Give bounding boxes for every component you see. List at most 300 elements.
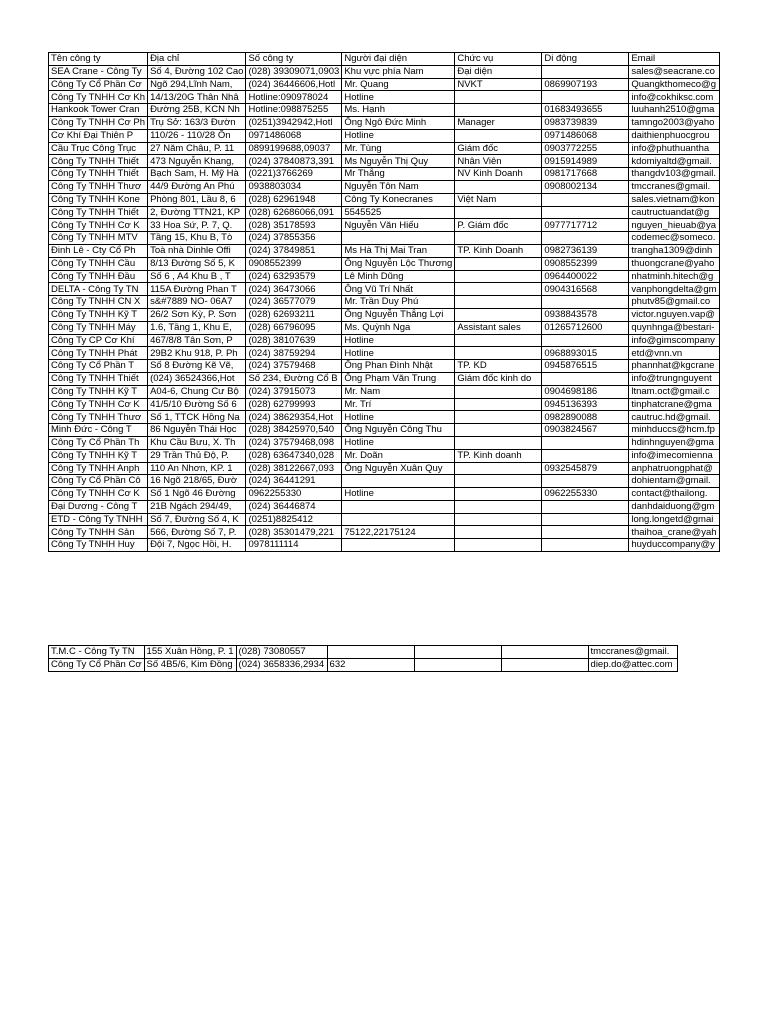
table-cell (455, 91, 542, 104)
table-cell: Hotline:098875255 (246, 104, 342, 117)
table-cell: Hotline (342, 129, 455, 142)
table-cell: NV Kinh Doanh (455, 168, 542, 181)
table-cell: 0982890088 (542, 411, 629, 424)
table-cell: 0971486068 (542, 129, 629, 142)
table-cell: 0977717712 (542, 219, 629, 232)
table-cell: 566, Đường Số 7, P. (148, 526, 246, 539)
table-cell: Số 4B5/6, Kim Đồng (144, 658, 236, 671)
table-cell: phannhat@kgcrane (629, 360, 719, 373)
table-cell: Đường 25B, KCN Nh (148, 104, 246, 117)
table-cell: Công Ty Cổ Phần Cơ (49, 78, 148, 91)
table-cell: 86 Nguyễn Thái Học (148, 424, 246, 437)
table-cell: 27 Năm Châu, P. 11 (148, 142, 246, 155)
table-cell: (028) 39309071,0903 (246, 65, 342, 78)
table-cell (455, 539, 542, 552)
table-row (49, 283, 720, 296)
table-cell: (0251)3942942,Hotl (246, 116, 342, 129)
table-cell: (028) 38122667,093 (246, 462, 342, 475)
table-cell (414, 658, 501, 671)
table-cell (342, 513, 455, 526)
table-row (49, 398, 720, 411)
table-cell: SEA Crane - Công Ty (49, 65, 148, 78)
table-cell: codemec@someco. (629, 232, 719, 245)
table-cell: (024) 36446874 (246, 500, 342, 513)
table-cell: 44/9 Đường An Phú (148, 180, 246, 193)
table-cell: quynhnga@bestari- (629, 321, 719, 334)
table-cell (542, 449, 629, 462)
table-cell: danhdaiduong@gm (629, 500, 719, 513)
table-cell: Số 6 , A4 Khu B , T (148, 270, 246, 283)
table-cell (455, 436, 542, 449)
table-cell (455, 500, 542, 513)
table-cell (542, 475, 629, 488)
table-cell: Số công ty (246, 53, 342, 66)
table-cell: (024) 36441291 (246, 475, 342, 488)
table-cell: 5545525 (342, 206, 455, 219)
table-cell: 0899199688,09037 (246, 142, 342, 155)
table-cell: Mr. Nam (342, 385, 455, 398)
table-cell: 1.6, Tầng 1, Khu E, (148, 321, 246, 334)
table-cell: 0945136393 (542, 398, 629, 411)
table-cell: 0938843578 (542, 308, 629, 321)
table-cell (542, 500, 629, 513)
table-cell: Tầng 15, Khu B, Tò (148, 232, 246, 245)
table-cell: Công Ty TNHH Cầu (49, 257, 148, 270)
table-cell: 110 An Nhơn, KP. 1 (148, 462, 246, 475)
table-row (49, 488, 720, 501)
table-cell: Công Ty TNHH Cơ K (49, 398, 148, 411)
table-cell: 33 Hoa Sứ, P. 7, Q. (148, 219, 246, 232)
table-cell: sales.vietnam@kon (629, 193, 719, 206)
table-cell: Công Ty TNHH Cơ K (49, 488, 148, 501)
table-cell (501, 658, 588, 671)
table-row (49, 424, 720, 437)
table-cell (342, 539, 455, 552)
table-cell: 110/26 - 110/28 Ôn (148, 129, 246, 142)
table-cell: contact@thailong. (629, 488, 719, 501)
table-cell: DELTA - Công Ty TN (49, 283, 148, 296)
table-cell: dohientam@gmail. (629, 475, 719, 488)
table-cell: hdinhnguyen@gma (629, 436, 719, 449)
table-cell: (024) 37849851 (246, 244, 342, 257)
table-cell: Công Ty TNHH Thiết (49, 372, 148, 385)
table-cell: Đinh Lê - Cty Cổ Ph (49, 244, 148, 257)
table-cell: info@gimscompany (629, 334, 719, 347)
table-cell: 26/2 Sơn Kỳ, P. Sơn (148, 308, 246, 321)
table-cell: Người đại diện (342, 53, 455, 66)
table-cell: (024) 63293579 (246, 270, 342, 283)
table-cell: Số 8 Đường Kẽ Vẽ, (148, 360, 246, 373)
table-row (49, 244, 720, 257)
table-cell (455, 334, 542, 347)
table-row (49, 321, 720, 334)
table-cell: 01265712600 (542, 321, 629, 334)
table-cell: 0908552399 (542, 257, 629, 270)
header-row (49, 53, 720, 66)
table-cell (455, 526, 542, 539)
table-cell: (028) 62686066,091 (246, 206, 342, 219)
table-cell: Việt Nam (455, 193, 542, 206)
table-cell: Công Ty TNHH Kỹ T (49, 308, 148, 321)
table-cell (542, 206, 629, 219)
table-cell: Số 234, Đường Cổ B (246, 372, 342, 385)
table-cell: 0908552399 (246, 257, 342, 270)
table-cell (542, 526, 629, 539)
table-cell: Hotline (342, 436, 455, 449)
table-row (49, 65, 720, 78)
table-cell: (024) 36446606,Hotl (246, 78, 342, 91)
table-cell: nguyen_hieuab@ya (629, 219, 719, 232)
table-cell: 0903824567 (542, 424, 629, 437)
table-cell: TP. KD (455, 360, 542, 373)
table-cell: Toà nhà Dinhle Offi (148, 244, 246, 257)
table-cell: Giám đốc kinh do (455, 372, 542, 385)
table-cell: Công Ty TNHH Thiết (49, 168, 148, 181)
table-cell: 0968893015 (542, 347, 629, 360)
table-cell: anphatruongphat@ (629, 462, 719, 475)
table-cell (542, 193, 629, 206)
table-cell (542, 65, 629, 78)
table-cell (414, 646, 501, 659)
table-cell: cautructuandat@g (629, 206, 719, 219)
table-cell: 0945876515 (542, 360, 629, 373)
table-cell: 0908002134 (542, 180, 629, 193)
table-row (49, 257, 720, 270)
table-cell: 16 Ngõ 218/65, Đườ (148, 475, 246, 488)
table-cell: Ms. Hạnh (342, 104, 455, 117)
table-cell: 0938803034 (246, 180, 342, 193)
table-cell: P. Giám đốc (455, 219, 542, 232)
table-cell: Công Ty TNHH Cơ Ph (49, 116, 148, 129)
table-cell: Cơ Khí Đại Thiên P (49, 129, 148, 142)
table-cell: Hotline (342, 411, 455, 424)
table-cell: Công Ty TNHH Đầu (49, 270, 148, 283)
table-cell: Công Ty TNHH Kỹ T (49, 449, 148, 462)
table-cell: daithienphuocgrou (629, 129, 719, 142)
table-cell: tmccranes@gmail. (629, 180, 719, 193)
table-cell: victor.nguyen.vap@ (629, 308, 719, 321)
table-cell: T.M.C - Công Ty TN (49, 646, 145, 659)
table-row (49, 411, 720, 424)
table-cell: kdomiyaltd@gmail. (629, 155, 719, 168)
table-row (49, 526, 720, 539)
table-cell: A04-6, Chung Cư Bộ (148, 385, 246, 398)
table-cell: (024) 38759294 (246, 347, 342, 360)
table-cell: 29 Trần Thủ Độ, P. (148, 449, 246, 462)
table-cell: thangdv103@gmail. (629, 168, 719, 181)
table-cell: cautruc.hd@gmail. (629, 411, 719, 424)
table-cell: Quangkthomeco@g (629, 78, 719, 91)
table-cell: Ông Nguyễn Thắng Lợi (342, 308, 455, 321)
table-cell (455, 308, 542, 321)
table-cell: 473 Nguyễn Khang, (148, 155, 246, 168)
table-row (49, 168, 720, 181)
table-cell: Ms. Quỳnh Nga (342, 321, 455, 334)
table-row (49, 142, 720, 155)
table-cell: Nguyễn Tôn Nam (342, 180, 455, 193)
table-cell: Công Ty TNHH Sản (49, 526, 148, 539)
table-cell: info@phuthuantha (629, 142, 719, 155)
table-cell: tinphatcrane@gma (629, 398, 719, 411)
table-cell: Mr. Tùng (342, 142, 455, 155)
table-cell: Đại diện (455, 65, 542, 78)
table-cell: Mr. Trần Duy Phú (342, 296, 455, 309)
table-cell: (024) 36524366,Hot (148, 372, 246, 385)
table-cell: (0221)3766269 (246, 168, 342, 181)
table-row (49, 296, 720, 309)
table-cell: (024) 37840873,391 (246, 155, 342, 168)
table-cell: diep.do@attec.com (588, 658, 677, 671)
table-cell (455, 513, 542, 526)
table-row (49, 104, 720, 117)
table-cell (342, 475, 455, 488)
table-cell (455, 232, 542, 245)
table-cell: (028) 38425970,540 (246, 424, 342, 437)
table-cell: Ông Nguyễn Xuân Quy (342, 462, 455, 475)
table-cell: 0904698186 (542, 385, 629, 398)
table-cell (455, 424, 542, 437)
table-row (49, 116, 720, 129)
table-row (49, 385, 720, 398)
table-cell (542, 513, 629, 526)
table-cell: Công Ty TNHH Cơ Kh (49, 91, 148, 104)
table-cell: Địa chỉ (148, 53, 246, 66)
table-cell: 155 Xuân Hồng, P. 1 (144, 646, 236, 659)
table-row (49, 206, 720, 219)
table-cell: 0962255330 (542, 488, 629, 501)
table-cell: info@imecomienna (629, 449, 719, 462)
table-cell: 0904316568 (542, 283, 629, 296)
table-row (49, 539, 720, 552)
table-cell (542, 334, 629, 347)
table-cell: minhduccs@hcm.fp (629, 424, 719, 437)
table-cell (455, 398, 542, 411)
table-cell: Mr. Quang (342, 78, 455, 91)
table-cell: (028) 62961948 (246, 193, 342, 206)
table-cell: 0932545879 (542, 462, 629, 475)
table-row (49, 462, 720, 475)
table-cell: etd@vnn.vn (629, 347, 719, 360)
table-cell: sales@seacrane.co (629, 65, 719, 78)
table-cell: Công Ty TNHH Thiết (49, 206, 148, 219)
table-cell (327, 646, 414, 659)
table-row (49, 658, 678, 671)
company-table (48, 52, 720, 552)
table-row (49, 347, 720, 360)
table-cell: Hotline:090978024 (246, 91, 342, 104)
table-cell: (0251)8825412 (246, 513, 342, 526)
table-cell: Cầu Trục Công Trục (49, 142, 148, 155)
table-cell: Ông Phan Đình Nhật (342, 360, 455, 373)
table-cell: (024) 3658336,2934 (236, 658, 327, 671)
table-cell (342, 500, 455, 513)
table-row (49, 500, 720, 513)
table-cell: (028) 35178593 (246, 219, 342, 232)
table-cell: NVKT (455, 78, 542, 91)
table-cell: Công Ty Cổ Phần Cô (49, 475, 148, 488)
table-cell: phutv85@gmail.co (629, 296, 719, 309)
table-cell (542, 91, 629, 104)
table-cell: (024) 38629354,Hot (246, 411, 342, 424)
table-cell (542, 372, 629, 385)
table-cell: Giám đốc (455, 142, 542, 155)
table-cell: 0978111114 (246, 539, 342, 552)
table-cell: Công Ty TNHH Kone (49, 193, 148, 206)
table-cell: Công Ty Cổ Phần Th (49, 436, 148, 449)
table-cell: 115A Đường Phan T (148, 283, 246, 296)
table-cell: trangha1309@dinh (629, 244, 719, 257)
table-cell: (024) 37915073 (246, 385, 342, 398)
table-cell: Số 7, Đường Số 4, K (148, 513, 246, 526)
table-cell (455, 206, 542, 219)
table-cell: (024) 36473066 (246, 283, 342, 296)
table-cell: 2, Đường TTN21, KP (148, 206, 246, 219)
table-cell: Công Ty TNHH Huy (49, 539, 148, 552)
table-cell: Công Ty TNHH Thươ (49, 411, 148, 424)
table-row (49, 155, 720, 168)
table-cell: Phòng 801, Lầu 8, 6 (148, 193, 246, 206)
table-cell: (024) 36577079 (246, 296, 342, 309)
table-row (49, 436, 720, 449)
table-cell: TP. Kinh Doanh (455, 244, 542, 257)
table-cell (501, 646, 588, 659)
table-cell: Manager (455, 116, 542, 129)
table-cell: Nhân Viên (455, 155, 542, 168)
table-cell: s&#7889 NO- 06A7 (148, 296, 246, 309)
table-row (49, 78, 720, 91)
table-cell: thaihoa_crane@yah (629, 526, 719, 539)
table-cell: Hotline (342, 91, 455, 104)
table-cell: 41/5/10 Đường Số 6 (148, 398, 246, 411)
table-cell: tmccranes@gmail. (588, 646, 677, 659)
table-row (49, 646, 678, 659)
table-cell: 0962255330 (246, 488, 342, 501)
table-cell: 75122,22175124 (342, 526, 455, 539)
table-cell (455, 104, 542, 117)
table-row (49, 129, 720, 142)
table-cell (455, 462, 542, 475)
table-cell: Ông Phạm Văn Trung (342, 372, 455, 385)
table-row (49, 372, 720, 385)
table-cell: 0964400022 (542, 270, 629, 283)
table-cell (542, 539, 629, 552)
table-cell (542, 436, 629, 449)
table-cell: Ngõ 294,Lĩnh Nam, (148, 78, 246, 91)
table-cell: info@cokhiksc.com (629, 91, 719, 104)
table-cell: vanphongdelta@gm (629, 283, 719, 296)
table-row (49, 475, 720, 488)
table-cell: (028) 63647340,028 (246, 449, 342, 462)
table-cell: 0983739839 (542, 116, 629, 129)
table-cell: Công Ty Cổ Phần T (49, 360, 148, 373)
table-cell: 8/13 Đường Số 5, K (148, 257, 246, 270)
table-cell: (028) 38107639 (246, 334, 342, 347)
company-table-extra (48, 645, 678, 672)
table-cell: Chức vụ (455, 53, 542, 66)
table-cell (455, 129, 542, 142)
table-cell: Mr. Trí (342, 398, 455, 411)
table-cell: Công Ty TNHH Phát (49, 347, 148, 360)
table-cell (455, 385, 542, 398)
table-cell: Công Ty TNHH CN X (49, 296, 148, 309)
table-cell: (028) 73080557 (236, 646, 327, 659)
table-cell: (028) 35301479,221 (246, 526, 342, 539)
table-cell (455, 283, 542, 296)
table-cell: Hankook Tower Cran (49, 104, 148, 117)
table-cell: huyduccompany@y (629, 539, 719, 552)
table-cell: Mr Thắng (342, 168, 455, 181)
table-cell (455, 488, 542, 501)
table-cell: 0903772255 (542, 142, 629, 155)
table-cell: Công Ty TNHH Máy (49, 321, 148, 334)
table-cell: (024) 37855356 (246, 232, 342, 245)
table-cell: 0971486068 (246, 129, 342, 142)
table-row (49, 360, 720, 373)
table-row (49, 334, 720, 347)
table-cell: 21B Ngách 294/49, (148, 500, 246, 513)
table-cell: 14/13/20G Thân Nhâ (148, 91, 246, 104)
table-row (49, 219, 720, 232)
table-cell: Minh Đức - Công T (49, 424, 148, 437)
table-cell: Công Ty TNHH MTV (49, 232, 148, 245)
table-cell: nhatminh.hitech@g (629, 270, 719, 283)
table-cell: Hotline (342, 334, 455, 347)
table-cell: tamngo2003@yaho (629, 116, 719, 129)
table-cell: info@trungnguyent (629, 372, 719, 385)
table-cell: Công Ty TNHH Cơ K (49, 219, 148, 232)
table-row (49, 180, 720, 193)
table-cell: TP. Kinh doanh (455, 449, 542, 462)
table-cell: Assistant sales (455, 321, 542, 334)
table-cell: (028) 62693211 (246, 308, 342, 321)
table-cell: Số 4, Đường 102 Cao (148, 65, 246, 78)
table-row (49, 449, 720, 462)
table-cell (455, 347, 542, 360)
table-cell: Đội 7, Ngọc Hồi, H. (148, 539, 246, 552)
table-cell (455, 257, 542, 270)
table-cell: 01683493655 (542, 104, 629, 117)
table-cell: Công Ty TNHH Thươ (49, 180, 148, 193)
table-cell (455, 270, 542, 283)
table-cell: (028) 62799993 (246, 398, 342, 411)
table-row (49, 308, 720, 321)
table-cell: Ông Vũ Trí Nhất (342, 283, 455, 296)
table-cell: Mr. Doãn (342, 449, 455, 462)
table-cell: Công Ty TNHH Kỹ T (49, 385, 148, 398)
table-cell (542, 232, 629, 245)
table-cell: Ông Ngô Đức Minh (342, 116, 455, 129)
table-cell: 0915914989 (542, 155, 629, 168)
table-row (49, 91, 720, 104)
table-row (49, 193, 720, 206)
table-cell: 0982736139 (542, 244, 629, 257)
table-cell (342, 232, 455, 245)
table-cell: (028) 66796095 (246, 321, 342, 334)
table-cell (455, 411, 542, 424)
table-cell: Ms Nguyễn Thị Quy (342, 155, 455, 168)
table-row (49, 232, 720, 245)
table-cell: Ms Hà Thị Mai Tran (342, 244, 455, 257)
table-cell: Email (629, 53, 719, 66)
table-cell: 0981717668 (542, 168, 629, 181)
table-cell: ETD - Công Ty TNHH (49, 513, 148, 526)
table-cell: Công Ty TNHH Anph (49, 462, 148, 475)
table-cell: Công Ty TNHH Thiết (49, 155, 148, 168)
table-cell: Khu vực phía Nam (342, 65, 455, 78)
table-cell: (024) 37579468 (246, 360, 342, 373)
table-cell: Hotline (342, 488, 455, 501)
table-cell: Công Ty CP Cơ Khí (49, 334, 148, 347)
